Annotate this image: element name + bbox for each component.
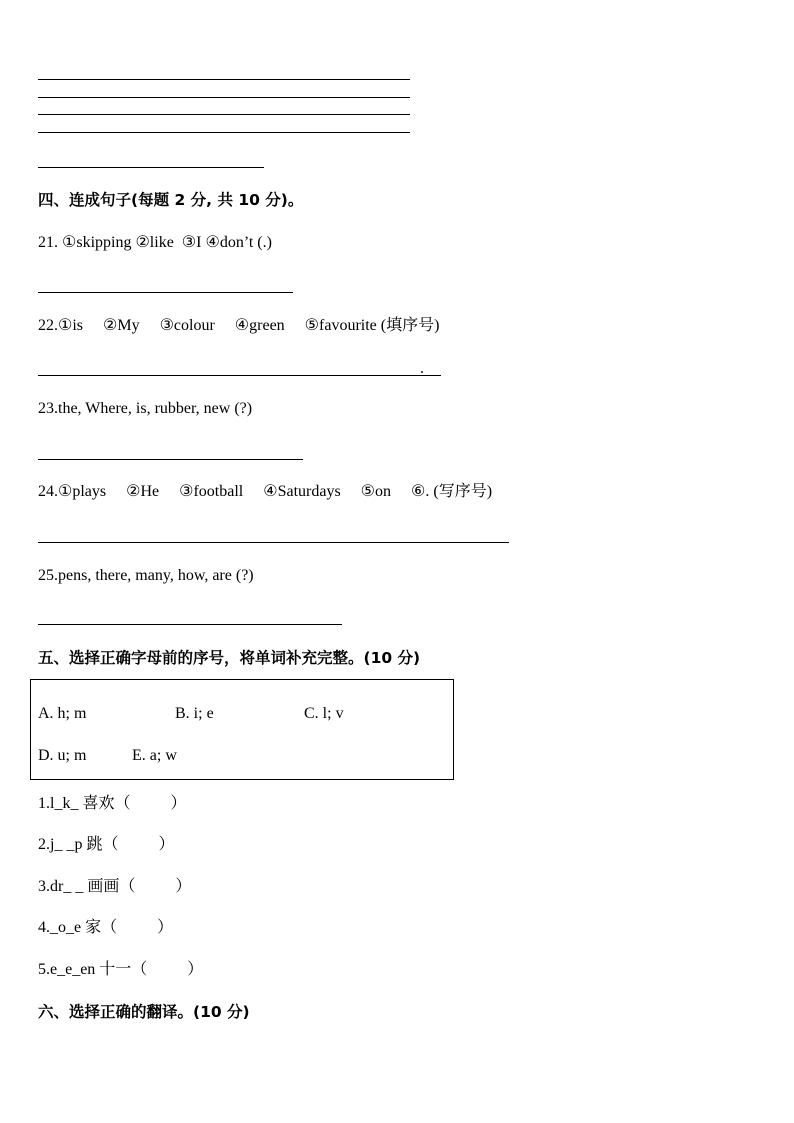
fill-item-3: 3.dr_ _ 画画（ ） bbox=[38, 878, 192, 895]
question-21: 21. ①skipping ②like ③I ④don’t (.) bbox=[38, 234, 272, 251]
section-5-heading: 五、选择正确字母前的序号，将单词补充完整。(10 分) bbox=[38, 649, 421, 667]
option-d: D. u; m bbox=[38, 747, 87, 764]
option-e: E. a; w bbox=[132, 747, 177, 764]
option-b: B. i; e bbox=[175, 705, 214, 722]
section-6-heading: 六、选择正确的翻译。(10 分) bbox=[38, 1003, 250, 1021]
answer-line-22[interactable] bbox=[38, 375, 441, 376]
answer-line-24[interactable] bbox=[38, 542, 509, 543]
answer-line-25[interactable] bbox=[38, 624, 342, 625]
fill-item-1: 1.l_k_ 喜欢（ ） bbox=[38, 795, 187, 812]
question-22: 22.①is ②My ③colour ④green ⑤favourite (填序号) bbox=[38, 317, 440, 334]
question-22-period: . bbox=[420, 360, 424, 377]
fill-item-4: 4._o_e 家（ ） bbox=[38, 919, 174, 936]
answer-line bbox=[38, 97, 410, 98]
question-23: 23.the, Where, is, rubber, new (?) bbox=[38, 400, 253, 417]
answer-line bbox=[38, 132, 410, 133]
question-24: 24.①plays ②He ③football ④Saturdays ⑤on ⑥. (写序号) bbox=[38, 483, 493, 500]
section-4-heading: 四、连成句子(每题 2 分, 共 10 分)。 bbox=[38, 191, 304, 209]
answer-line-21[interactable] bbox=[38, 292, 293, 293]
answer-line bbox=[38, 114, 410, 115]
question-25: 25.pens, there, many, how, are (?) bbox=[38, 567, 254, 584]
answer-line bbox=[38, 79, 410, 80]
answer-line-23[interactable] bbox=[38, 459, 303, 460]
option-a: A. h; m bbox=[38, 705, 87, 722]
answer-line bbox=[38, 167, 264, 168]
fill-item-2: 2.j_ _p 跳（ ） bbox=[38, 836, 175, 853]
fill-item-5: 5.e_e_en 十一（ ） bbox=[38, 961, 204, 978]
option-c: C. l; v bbox=[304, 705, 344, 722]
options-box bbox=[30, 679, 454, 780]
